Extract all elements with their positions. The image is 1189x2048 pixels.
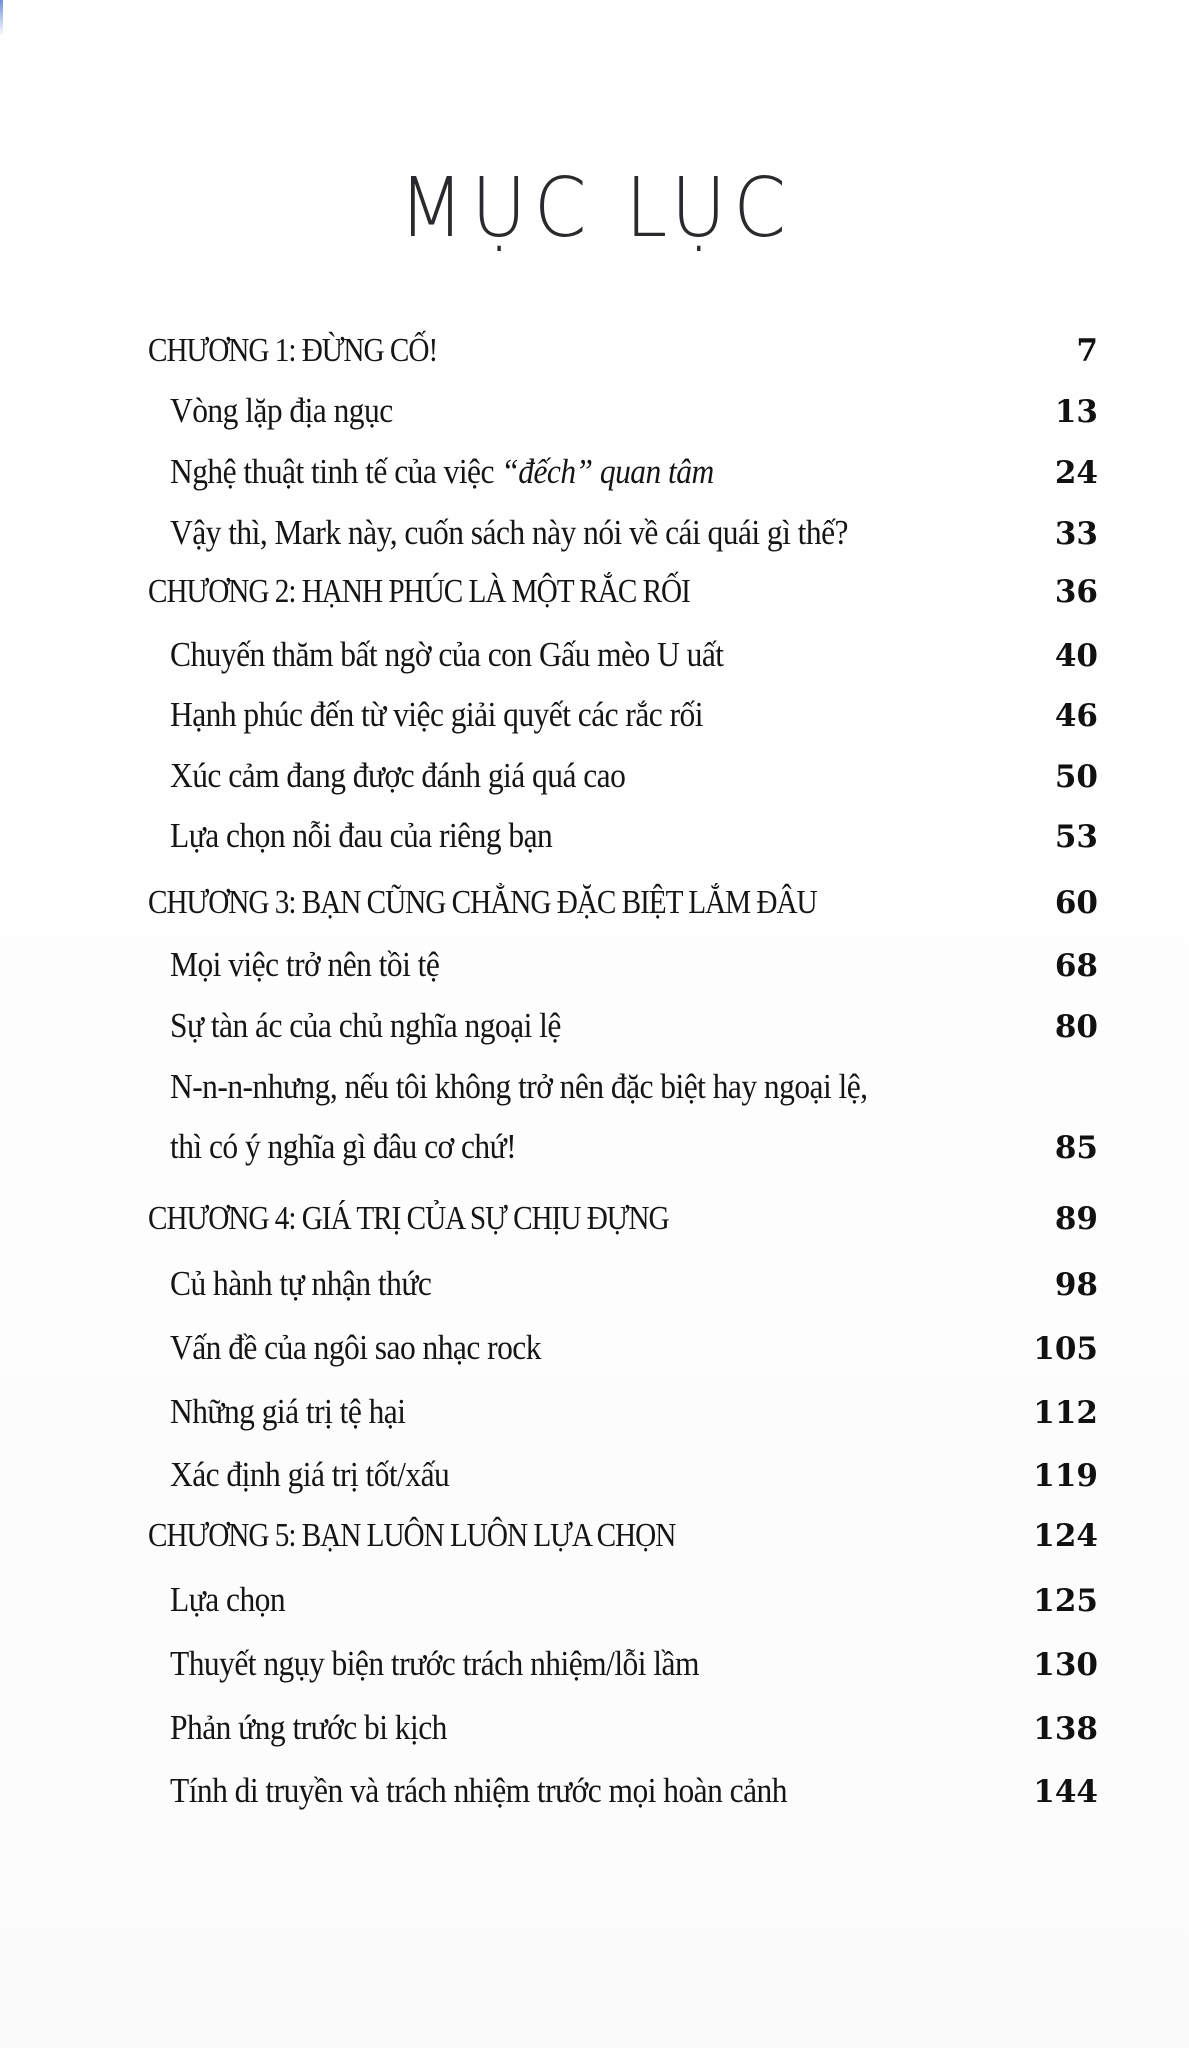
toc-entry-label: Phản ứng trước bi kịch (170, 1708, 447, 1747)
toc-entry-label: Chuyến thăm bất ngờ của con Gấu mèo U uất (170, 635, 724, 674)
toc-section (148, 452, 1098, 502)
toc-entry-label: CHƯƠNG 1: ĐỪNG CỐ! (148, 332, 438, 369)
toc-entry-label: Hạnh phúc đến từ việc giải quyết các rắc rối (170, 695, 703, 734)
toc-entry-label: Xúc cảm đang được đánh giá quá cao (170, 756, 626, 795)
toc-chapter-2 (148, 573, 1098, 623)
toc-entry-label: CHƯƠNG 4: GIÁ TRỊ CỦA SỰ CHỊU ĐỰNG (148, 1200, 669, 1237)
toc-section (148, 1392, 1098, 1442)
toc-entry-label: Thuyết ngụy biện trước trách nhiệm/lỗi lầm (170, 1644, 699, 1683)
toc-entry-label: Tính di truyền và trách nhiệm trước mọi hoàn cảnh (170, 1771, 787, 1810)
toc-entry-label: Vòng lặp địa ngục (170, 391, 393, 430)
toc-section (148, 1580, 1098, 1630)
toc-entry-label: Lựa chọn nỗi đau của riêng bạn (170, 816, 553, 855)
toc-page-number: 24 (1054, 455, 1098, 491)
toc-section (148, 695, 1098, 745)
toc-entry-label-italic: “đếch” quan tâm (501, 452, 714, 491)
toc-page-number: 7 (1076, 333, 1098, 369)
toc-entry-label: Sự tàn ác của chủ nghĩa ngoại lệ (170, 1006, 561, 1045)
toc-page-number: 98 (1054, 1267, 1098, 1303)
toc-page-number: 130 (1033, 1647, 1098, 1683)
toc-page-number: 36 (1054, 574, 1098, 610)
toc-section (148, 391, 1098, 441)
toc-entry-label (170, 452, 714, 492)
toc-page-number: 105 (1033, 1331, 1098, 1367)
toc-entry-label: Vấn đề của ngôi sao nhạc rock (170, 1328, 541, 1367)
toc-page-number: 46 (1054, 698, 1098, 734)
toc-section (148, 1771, 1098, 1821)
toc-entry-label: CHƯƠNG 2: HẠNH PHÚC LÀ MỘT RẮC RỐI (148, 573, 690, 610)
toc-page-number: 125 (1033, 1583, 1098, 1619)
toc-section (148, 816, 1098, 866)
toc-page-number: 138 (1033, 1711, 1098, 1747)
toc-entry-label: thì có ý nghĩa gì đâu cơ chứ! (170, 1127, 517, 1166)
toc-entry-label: Mọi việc trở nên tồi tệ (170, 945, 440, 984)
toc-entry-label: Lựa chọn (170, 1580, 286, 1619)
toc-page-number: 13 (1054, 394, 1098, 430)
toc-chapter-5 (148, 1517, 1098, 1567)
toc-page-number: 119 (1033, 1458, 1098, 1494)
page-title: MỤC LỤC (398, 161, 794, 256)
toc-page-number: 68 (1054, 948, 1098, 984)
toc-section (148, 756, 1098, 806)
toc-section (148, 1006, 1098, 1056)
toc-page-number: 33 (1054, 516, 1098, 552)
toc-page-number: 144 (1033, 1774, 1098, 1810)
scan-edge-artifact (0, 0, 3, 36)
toc-entry-label: Xác định giá trị tốt/xấu (170, 1455, 450, 1494)
toc-page-number: 112 (1033, 1395, 1098, 1431)
toc-section (148, 1708, 1098, 1758)
toc-entry-label: CHƯƠNG 5: BẠN LUÔN LUÔN LỰA CHỌN (148, 1517, 676, 1554)
toc-page-number: 60 (1054, 885, 1098, 921)
toc-section (148, 635, 1098, 685)
toc-section (148, 945, 1098, 995)
toc-entry-label: N-n-n-nhưng, nếu tôi không trở nên đặc biệt hay ngoại lệ, (170, 1067, 868, 1106)
toc-page-number: 124 (1033, 1518, 1098, 1554)
toc-chapter-1 (148, 332, 1098, 382)
toc-page-number: 40 (1054, 638, 1098, 674)
toc-page-number: 89 (1054, 1201, 1098, 1237)
toc-section (148, 513, 1098, 563)
toc-entry-label-plain: Nghệ thuật tinh tế của việc (170, 452, 502, 491)
toc-page-number: 50 (1054, 759, 1098, 795)
toc-section (148, 1127, 1098, 1177)
toc-section (148, 1644, 1098, 1694)
toc-entry-label: CHƯƠNG 3: BẠN CŨNG CHẲNG ĐẶC BIỆT LẮM ĐÂU (148, 884, 817, 921)
toc-chapter-3 (148, 884, 1098, 934)
toc-page-number: 80 (1054, 1009, 1098, 1045)
toc-section (148, 1455, 1098, 1505)
toc-chapter-4 (148, 1200, 1098, 1250)
toc-entry-label: Củ hành tự nhận thức (170, 1264, 432, 1303)
toc-entry-label: Vậy thì, Mark này, cuốn sách này nói về cái quái gì thế? (170, 513, 848, 552)
toc-section (148, 1328, 1098, 1378)
toc-section (148, 1067, 1098, 1117)
toc-page-number: 53 (1054, 819, 1098, 855)
toc-page-number: 85 (1054, 1130, 1098, 1166)
toc-entry-label: Những giá trị tệ hại (170, 1392, 406, 1431)
toc-section (148, 1264, 1098, 1314)
